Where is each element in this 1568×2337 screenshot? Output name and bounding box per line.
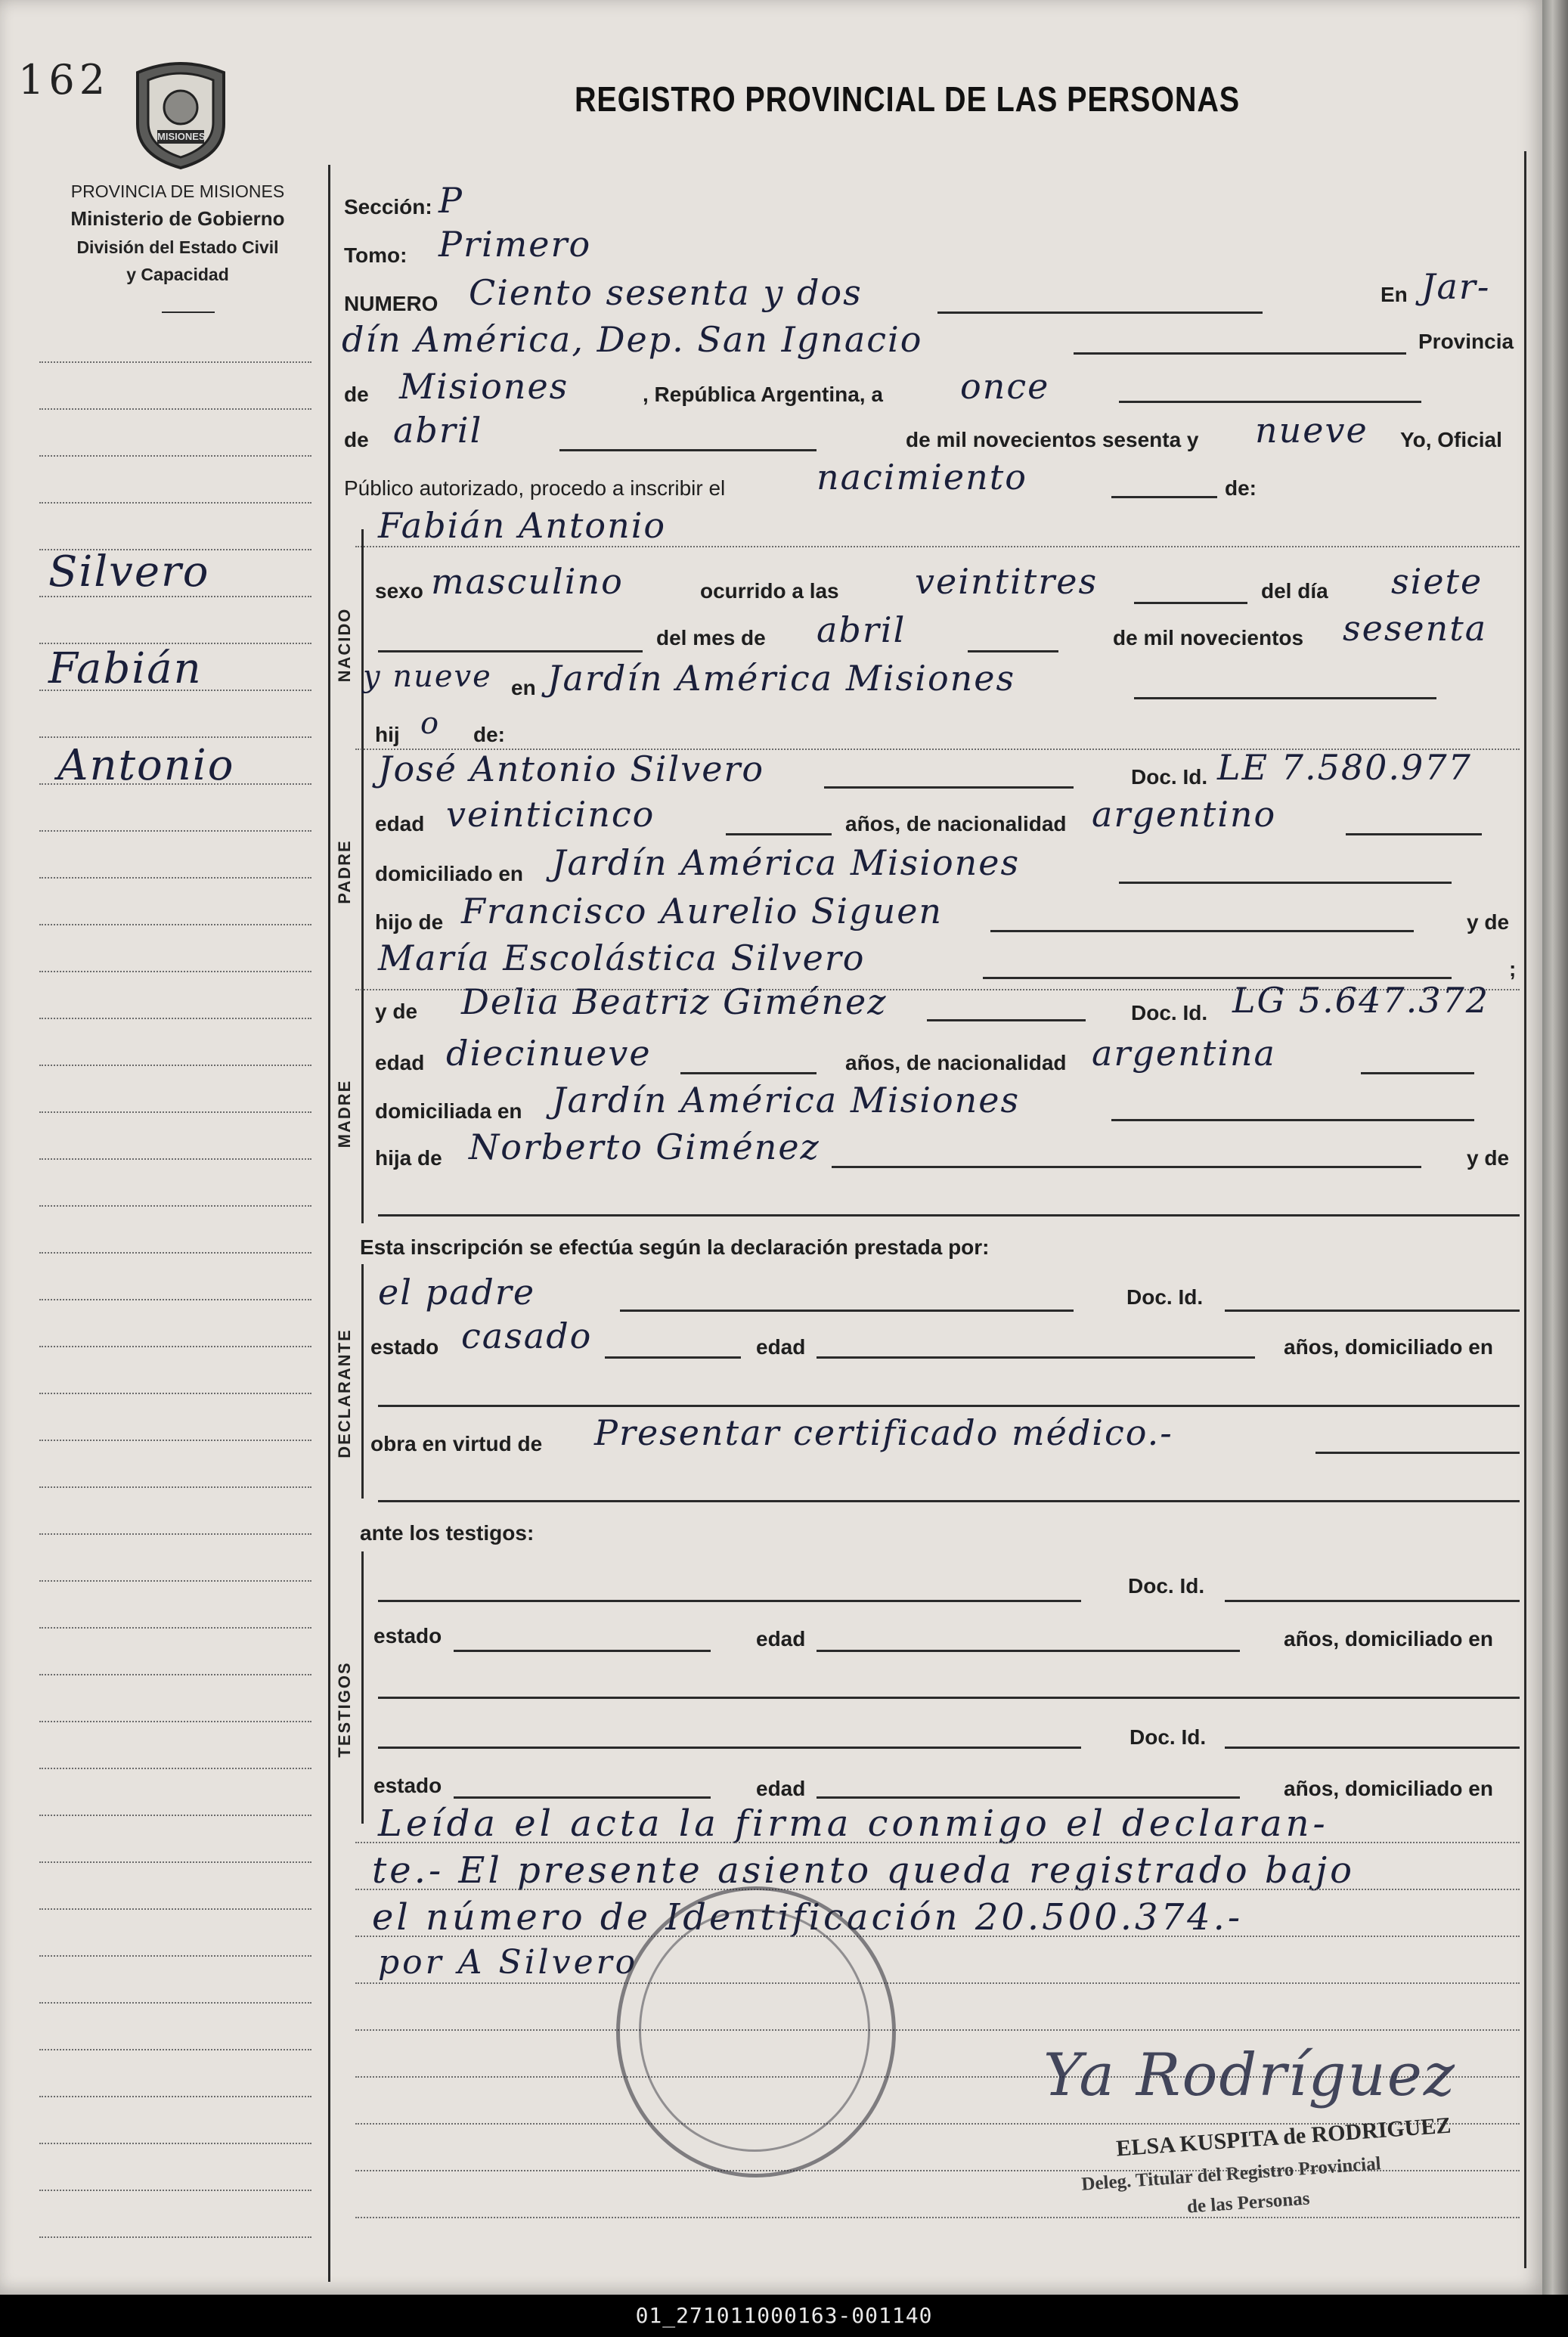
value-anio-nac-1: sesenta <box>1343 608 1488 649</box>
rule-madre-dom <box>1111 1119 1474 1121</box>
value-madre-hija-de: Norberto Giménez <box>469 1127 820 1167</box>
rule-declarante <box>620 1310 1074 1312</box>
value-lugar-nac: Jardín América Misiones <box>547 658 1016 699</box>
rule-nombre <box>355 546 1520 547</box>
rule-obs-1 <box>355 1842 1520 1843</box>
label-seccion: Sección: <box>344 195 432 219</box>
value-anio-nac-2: y nueve <box>363 659 492 694</box>
label-edad-testigo-2: edad <box>756 1777 806 1800</box>
label-del-dia: del día <box>1261 579 1328 603</box>
value-madre-nac: argentina <box>1092 1033 1276 1074</box>
side-label-padre: PADRE <box>335 839 354 904</box>
value-declarante-estado: casado <box>461 1316 593 1356</box>
rule-madre-edad <box>680 1072 817 1074</box>
rule-mes-nac <box>968 650 1058 652</box>
value-padre-doc: LE 7.580.977 <box>1217 747 1472 788</box>
value-padre-hijo-de: Francisco Aurelio Siguen <box>461 891 944 931</box>
rule-obs-9 <box>355 2217 1520 2218</box>
side-label-madre: MADRE <box>335 1079 354 1148</box>
value-obs-2: te.- El presente asiento queda registrado bajo <box>372 1849 1355 1892</box>
label-mil-nov: de mil novecientos <box>1113 626 1304 649</box>
label-edad-testigo-1: edad <box>756 1627 806 1650</box>
margin-surname: Silvero <box>48 547 210 597</box>
label-edad-madre: edad <box>375 1051 425 1074</box>
padre-bracket <box>361 756 364 998</box>
label-hija-de: hija de <box>375 1146 442 1170</box>
rule-madre-nombre <box>927 1019 1086 1021</box>
left-column-border <box>328 165 330 2282</box>
official-name: ELSA KUSPITA de RODRIGUEZ <box>1115 2112 1452 2162</box>
label-de: de <box>344 383 369 406</box>
value-nombre: Fabián Antonio <box>378 505 667 546</box>
rule-dom-declarante <box>378 1405 1520 1407</box>
value-mes-nac: abril <box>817 609 906 650</box>
rule-obs-2 <box>355 1889 1520 1890</box>
label-doc-madre: Doc. Id. <box>1131 1001 1208 1024</box>
rule-lugar <box>1074 352 1406 355</box>
label-yo-oficial: Yo, Oficial <box>1400 428 1502 451</box>
rule-testigo-1 <box>378 1600 1081 1602</box>
value-firma-declarante: por A Silvero <box>378 1943 639 1982</box>
value-dia: once <box>960 366 1050 407</box>
org-ministry: Ministerio de Gobierno <box>70 207 285 230</box>
label-sexo: sexo <box>375 579 423 603</box>
value-padre-nombre: José Antonio Silvero <box>378 749 765 789</box>
rule-doc-declarante <box>1225 1310 1520 1312</box>
right-page-border <box>1524 151 1526 2268</box>
label-provincia: Provincia <box>1418 330 1514 353</box>
label-del-mes: del mes de <box>656 626 766 649</box>
folio-number: 162 <box>18 56 110 104</box>
testigos-bracket <box>361 1551 364 1824</box>
registry-round-stamp-inner <box>639 1909 870 2152</box>
book-spine-edge <box>1542 0 1568 2295</box>
label-doc-padre: Doc. Id. <box>1131 765 1208 789</box>
side-label-testigos: TESTIGOS <box>335 1661 354 1758</box>
org-capacity: y Capacidad <box>126 265 229 284</box>
value-declarante: el padre <box>378 1272 536 1313</box>
label-dom-padre: domiciliado en <box>375 862 524 885</box>
rule-doc-testigo-2 <box>1225 1747 1520 1749</box>
label-anos-dom-testigo-1: años, domiciliado en <box>1284 1627 1493 1650</box>
document-title: REGISTRO PROVINCIAL DE LAS PERSONAS <box>575 79 1241 119</box>
rule-dia <box>1119 401 1421 403</box>
rule-estado-testigo-2 <box>454 1796 711 1799</box>
label-anos-nac-padre: años, de nacionalidad <box>845 812 1067 835</box>
value-obra: Presentar certificado médico.- <box>594 1412 1173 1453</box>
rule-padre-madre <box>983 977 1452 979</box>
rule-doc-testigo-1 <box>1225 1600 1520 1602</box>
official-title-2: de las Personas <box>1186 2188 1311 2218</box>
value-padre-madre: María Escolástica Silvero <box>378 938 866 978</box>
rule-edad-declarante <box>817 1356 1255 1359</box>
value-lugar-2: dín América, Dep. San Ignacio <box>342 319 923 360</box>
label-y-de-madre: y de <box>375 1000 418 1023</box>
rule-padre-hijo-de <box>990 930 1414 932</box>
scan-filename: 01_271011000163-001140 <box>635 2303 933 2328</box>
rule-estado-declarante <box>605 1356 741 1359</box>
label-doc-testigo-2: Doc. Id. <box>1130 1725 1207 1749</box>
rule-mes <box>559 449 817 451</box>
label-inscripcion: Esta inscripción se efectúa según la declaración prestada por: <box>360 1235 990 1259</box>
rule-madre-hija-de <box>832 1166 1421 1168</box>
label-edad-padre: edad <box>375 812 425 835</box>
label-y-de-padre: y de <box>1467 910 1510 934</box>
official-title: Deleg. Titular del Registro Provincial <box>1080 2153 1382 2195</box>
label-dom-madre: domiciliada en <box>375 1099 522 1123</box>
value-numero: Ciento sesenta y dos <box>469 272 863 313</box>
label-en-nac: en <box>511 676 536 699</box>
rule-padre-nombre <box>824 786 1074 789</box>
official-signature: Ya Rodríguez <box>1043 2041 1457 2109</box>
margin-name-2: Antonio <box>57 741 235 790</box>
value-obs-1: Leída el acta la firma conmigo el declaran- <box>378 1802 1329 1845</box>
label-y-de-madre-2: y de <box>1467 1146 1510 1170</box>
margin-name-1: Fabián <box>48 644 203 693</box>
rule-padre-dom <box>1119 882 1452 884</box>
value-dia-nac: siete <box>1391 561 1483 602</box>
value-lugar-1: Jar- <box>1421 266 1491 307</box>
rule-padre-edad <box>726 833 832 835</box>
rule-obs-4 <box>355 1982 1520 1984</box>
seal-text: MISIONES <box>157 131 206 142</box>
label-ante-testigos: ante los testigos: <box>360 1521 535 1545</box>
rule-mes-nac-pre <box>378 650 643 652</box>
label-anos-dom-testigo-2: años, domiciliado en <box>1284 1777 1493 1800</box>
label-doc-testigo-1: Doc. Id. <box>1128 1574 1205 1598</box>
value-madre-dom: Jardín América Misiones <box>552 1080 1021 1120</box>
label-de-mes: de <box>344 428 369 451</box>
declarante-bracket <box>361 1264 364 1499</box>
value-padre-nac: argentino <box>1092 794 1277 835</box>
value-hij-suffix: o <box>420 706 441 741</box>
value-seccion: P <box>438 180 463 221</box>
side-label-nacido: NACIDO <box>335 607 354 683</box>
value-madre-edad: diecinueve <box>446 1033 652 1074</box>
org-division: División del Estado Civil <box>76 237 279 257</box>
value-anio: nueve <box>1255 410 1368 451</box>
value-padre-dom: Jardín América Misiones <box>552 842 1021 883</box>
madre-bracket <box>361 996 364 1223</box>
label-semicolon: ; <box>1509 957 1517 981</box>
label-republica: , República Argentina, a <box>643 383 883 406</box>
label-anos-nac-madre: años, de nacionalidad <box>845 1051 1067 1074</box>
rule-dom-testigo-1 <box>378 1697 1520 1699</box>
rule-madre-nac <box>1361 1072 1474 1074</box>
label-numero: NUMERO <box>344 292 438 315</box>
value-acto: nacimiento <box>817 457 1027 497</box>
value-tomo: Primero <box>438 224 592 265</box>
rule-edad-testigo-2 <box>817 1796 1240 1799</box>
label-publico: Público autorizado, procedo a inscribir el <box>344 476 726 500</box>
label-edad-declarante: edad <box>756 1335 806 1359</box>
label-mil-sesenta: de mil novecientos sesenta y <box>906 428 1199 451</box>
label-estado-declarante: estado <box>370 1335 439 1359</box>
label-estado-testigo-1: estado <box>373 1624 442 1647</box>
rule-acto <box>1111 496 1217 498</box>
rule-hora <box>1134 602 1247 604</box>
rule-lugar-nac <box>1134 697 1436 699</box>
value-sexo: masculino <box>431 561 624 602</box>
label-ocurrido: ocurrido a las <box>700 579 839 603</box>
provincial-seal <box>130 57 231 171</box>
label-en: En <box>1381 283 1408 306</box>
rule-edad-testigo-1 <box>817 1650 1240 1652</box>
value-padre-edad: veinticinco <box>446 794 655 835</box>
label-obra: obra en virtud de <box>370 1432 543 1455</box>
rule-obs-3 <box>355 1936 1520 1937</box>
org-province: PROVINCIA DE MISIONES <box>70 181 285 201</box>
label-de-colon: de: <box>1225 476 1257 500</box>
label-hijo-de: hijo de <box>375 910 444 934</box>
label-hij: hij <box>375 723 400 746</box>
org-rule <box>162 311 215 313</box>
rule-estado-testigo-1 <box>454 1650 711 1652</box>
label-estado-testigo-2: estado <box>373 1774 442 1797</box>
value-obs-3: el número de Identificación 20.500.374.- <box>372 1896 1244 1939</box>
label-tomo: Tomo: <box>344 243 407 267</box>
value-madre-doc: LG 5.647.372 <box>1232 980 1490 1021</box>
rule-obra-2 <box>378 1500 1520 1502</box>
rule-madre-end <box>378 1214 1520 1217</box>
rule-numero <box>937 311 1263 314</box>
value-mes: abril <box>393 410 483 451</box>
rule-padre-nac <box>1346 833 1482 835</box>
label-de-hij: de: <box>473 723 505 746</box>
rule-obra <box>1315 1452 1520 1454</box>
rule-obs-5 <box>355 2029 1520 2031</box>
side-label-declarante: DECLARANTE <box>335 1328 354 1458</box>
label-doc-declarante: Doc. Id. <box>1126 1285 1204 1309</box>
nacido-bracket <box>361 529 364 771</box>
value-hora: veintitres <box>915 561 1099 602</box>
value-provincia: Misiones <box>399 366 569 407</box>
value-madre-nombre: Delia Beatriz Giménez <box>461 981 888 1022</box>
label-anos-dom-declarante: años, domiciliado en <box>1284 1335 1493 1359</box>
rule-testigo-2 <box>378 1747 1081 1749</box>
